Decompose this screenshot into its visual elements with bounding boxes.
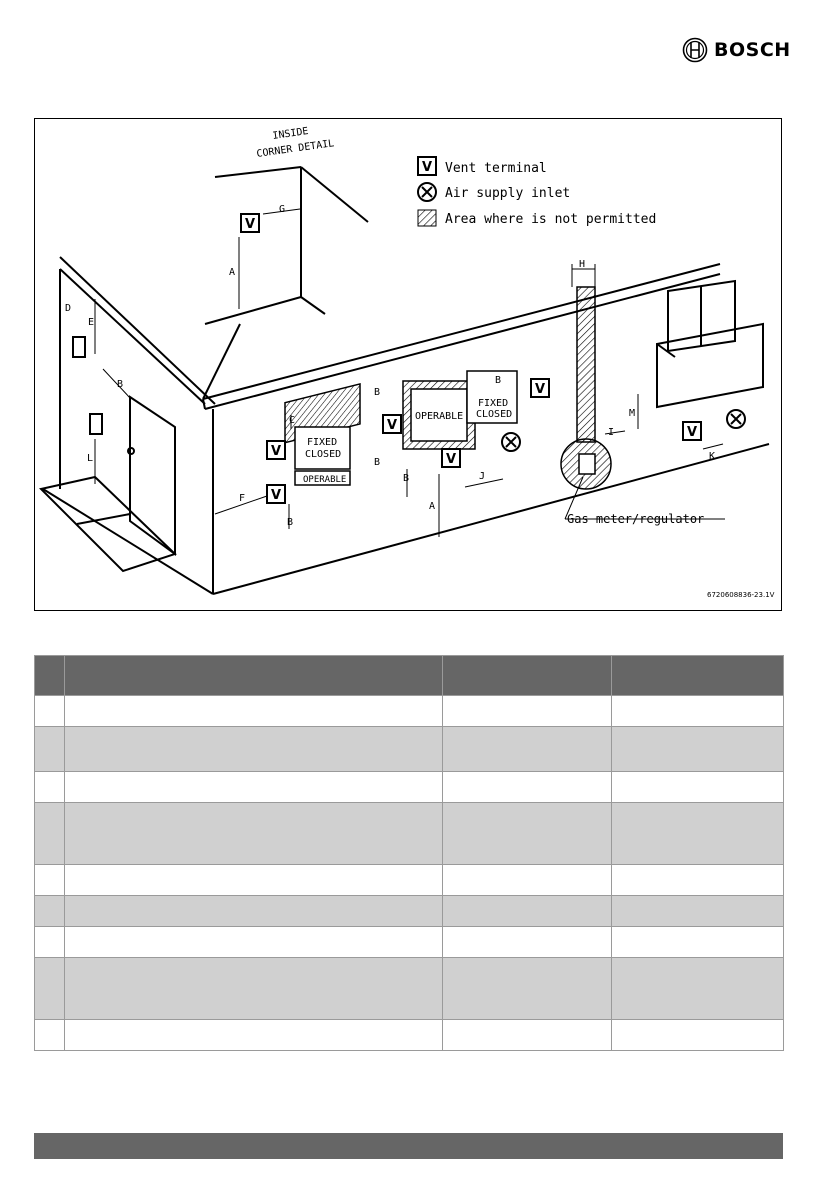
dim-label-c: C xyxy=(289,415,296,426)
left-closed-label: CLOSED xyxy=(305,449,342,460)
dim-label-b: B xyxy=(495,375,502,386)
table-row xyxy=(35,865,784,896)
legend-vent-symbol: V xyxy=(421,160,433,175)
table-cell xyxy=(65,696,443,727)
bosch-armature-icon xyxy=(682,37,708,63)
legend-not-permitted-label: Area where is not permitted xyxy=(445,212,657,227)
dim-label-l: L xyxy=(87,453,94,464)
table-row xyxy=(35,896,784,927)
walkway xyxy=(41,477,175,571)
table-cell xyxy=(612,772,784,803)
table-cell xyxy=(35,1020,65,1051)
table-cell xyxy=(65,803,443,865)
dim-label-f: F xyxy=(239,493,246,504)
table-cell xyxy=(443,803,612,865)
table-cell xyxy=(612,896,784,927)
table-cell xyxy=(35,896,65,927)
dim-label-k: K xyxy=(709,451,716,462)
vent-symbol: V xyxy=(244,217,256,232)
table-cell xyxy=(443,1020,612,1051)
dim-label-i: I xyxy=(608,427,615,438)
vent-terminal-icon xyxy=(73,337,85,357)
table-cell xyxy=(443,896,612,927)
table-header-cell xyxy=(35,656,65,696)
air-supply-inlets xyxy=(502,410,745,451)
table-cell xyxy=(443,696,612,727)
table-cell xyxy=(443,865,612,896)
dim-label-b: B xyxy=(117,379,124,390)
table-cell xyxy=(612,696,784,727)
table-cell xyxy=(35,772,65,803)
dim-label-a: A xyxy=(429,501,436,512)
table-cell xyxy=(65,958,443,1020)
dim-label-b: B xyxy=(374,457,381,468)
table-cell xyxy=(443,958,612,1020)
vent-clearance-figure xyxy=(34,118,782,611)
left-fixed-label: FIXED xyxy=(307,437,338,448)
balcony xyxy=(657,281,763,407)
center-closed-label: CLOSED xyxy=(476,409,513,420)
vent-clearance-diagram xyxy=(35,119,783,612)
table-cell xyxy=(65,865,443,896)
table-header-cell xyxy=(612,656,784,696)
legend-vent-terminal-label: Vent terminal xyxy=(445,161,547,176)
dim-label-g: G xyxy=(279,204,286,215)
dim-label-b: B xyxy=(287,517,294,528)
table-cell xyxy=(612,927,784,958)
table-cell xyxy=(443,772,612,803)
table-cell xyxy=(65,772,443,803)
table-cell xyxy=(65,927,443,958)
left-operable-label: OPERABLE xyxy=(303,475,347,485)
table-cell xyxy=(35,927,65,958)
clearance-table xyxy=(34,655,784,1051)
table-cell xyxy=(35,865,65,896)
table-cell xyxy=(612,1020,784,1051)
table-row xyxy=(35,772,784,803)
legend-air-supply-label: Air supply inlet xyxy=(445,186,571,201)
dim-label-e: E xyxy=(88,317,95,328)
table-cell xyxy=(612,865,784,896)
vent-symbol: V xyxy=(445,452,457,467)
table-cell xyxy=(443,927,612,958)
dim-label-b: B xyxy=(403,473,410,484)
gas-meter-label: Gas meter/regulator xyxy=(567,512,705,526)
bosch-logo xyxy=(682,38,791,62)
table-header-row xyxy=(35,656,784,696)
dim-label-j: J xyxy=(479,471,486,482)
table-row xyxy=(35,727,784,772)
table-row xyxy=(35,958,784,1020)
table-cell xyxy=(35,803,65,865)
dim-label-m: M xyxy=(629,408,636,419)
vent-symbol: V xyxy=(686,425,698,440)
inside-corner-label: INSIDE xyxy=(271,126,310,142)
table-cell xyxy=(35,727,65,772)
table-row xyxy=(35,927,784,958)
table-cell xyxy=(612,958,784,1020)
left-window xyxy=(285,384,360,485)
table-row xyxy=(35,1020,784,1051)
center-operable-label: OPERABLE xyxy=(415,411,464,422)
legend xyxy=(418,157,656,227)
brand-name: BOSCH xyxy=(714,39,791,61)
vent-symbol: V xyxy=(534,382,546,397)
dim-label-a: A xyxy=(229,267,236,278)
corner-detail-label: CORNER DETAIL xyxy=(255,138,335,160)
center-fixed-label: FIXED xyxy=(478,398,509,409)
vent-symbol: V xyxy=(386,418,398,433)
gas-meter-icon xyxy=(579,454,595,474)
table-cell xyxy=(35,696,65,727)
legend-hatch-icon xyxy=(418,210,436,226)
table-cell xyxy=(443,727,612,772)
dim-label-d: D xyxy=(65,303,72,314)
table-cell xyxy=(612,803,784,865)
vent-symbol: V xyxy=(270,488,282,503)
table-cell xyxy=(65,896,443,927)
table-header-cell xyxy=(65,656,443,696)
table-cell xyxy=(65,727,443,772)
dim-label-b: B xyxy=(374,387,381,398)
figure-code: 6720608836-23.1V xyxy=(707,591,775,599)
vent-terminal-icon xyxy=(90,414,102,434)
table-row xyxy=(35,696,784,727)
table-cell xyxy=(612,727,784,772)
table-header-cell xyxy=(443,656,612,696)
table-cell xyxy=(65,1020,443,1051)
table-cell xyxy=(35,958,65,1020)
dim-label-h: H xyxy=(579,259,586,270)
table-row xyxy=(35,803,784,865)
inside-corner-detail xyxy=(205,167,368,324)
dimension-lines xyxy=(95,209,723,537)
footer-bar xyxy=(34,1133,783,1159)
vent-symbol: V xyxy=(270,444,282,459)
